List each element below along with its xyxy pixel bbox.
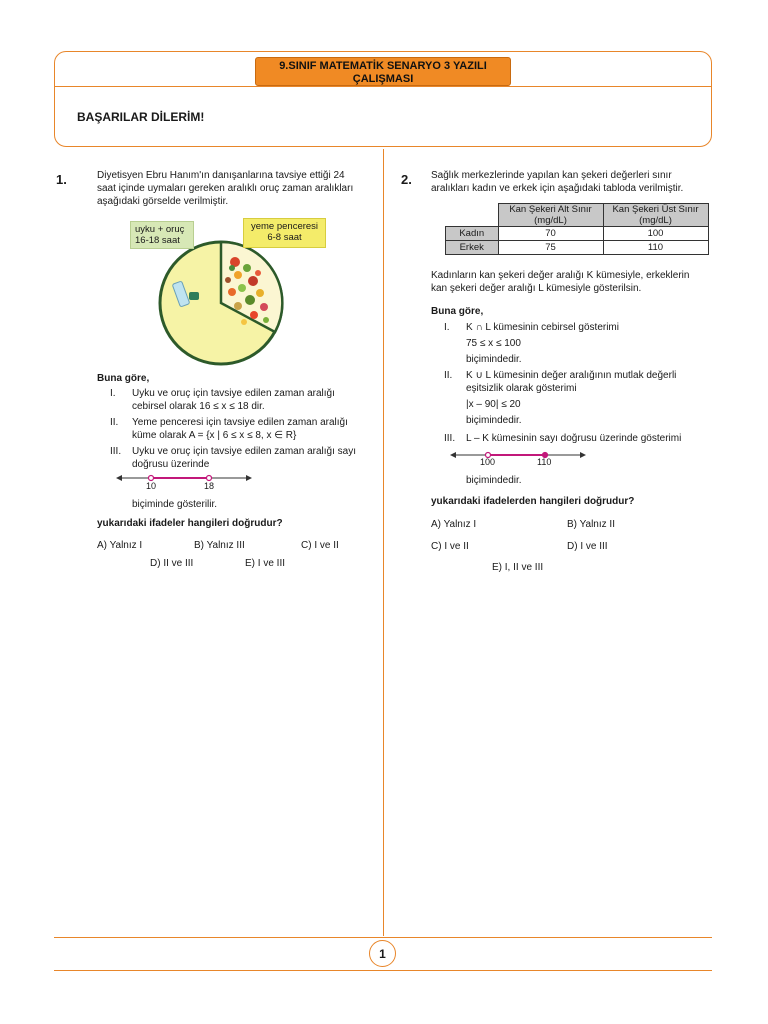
q2-item-line: |x – 90| ≤ 20	[466, 399, 521, 410]
cell-low: 70	[498, 227, 603, 241]
q2-number-line	[450, 447, 586, 469]
title-line-1: 9.SINIF MATEMATİK SENARYO 3 YAZILI	[279, 60, 487, 72]
q1-item-num: III.	[110, 446, 122, 457]
header-high-unit: (mg/dL)	[639, 215, 672, 226]
cell-high: 100	[603, 227, 708, 241]
good-luck-text: BAŞARILAR DİLERİM!	[77, 110, 205, 124]
q1-after-line: biçiminde gösterilir.	[132, 499, 218, 510]
q1-option-c[interactable]: C) I ve II	[301, 540, 339, 551]
q1-option-e[interactable]: E) I ve III	[245, 558, 286, 569]
table-header-low	[498, 204, 603, 227]
table-corner-cell	[446, 204, 499, 227]
q1-tick-right: 18	[204, 481, 215, 491]
q1-intro-line: aşağıdaki görselde verilmiştir.	[97, 196, 229, 207]
q2-intro	[431, 169, 711, 195]
q2-after-table-line: kan şekeri değer aralığı L kümesiyle gösterilsin.	[431, 283, 642, 294]
header-high-line: Kan Şekeri Üst Sınır	[612, 204, 699, 215]
q2-option-d[interactable]: D) I ve III	[567, 541, 608, 552]
q2-arrow-left	[450, 452, 456, 458]
callout-sleep-fasting	[130, 221, 194, 249]
q1-items	[110, 387, 380, 470]
q1-item-line: Uyku ve oruç için tavsiye edilen zaman aralığı sayı	[132, 446, 356, 457]
q2-after-table-line: Kadınların kan şekeri değer aralığı K kümesiyle, erkeklerin	[431, 270, 690, 281]
q1-item-line: küme olarak A = {x | 6 ≤ x ≤ 8, x ∈ R}	[132, 430, 297, 441]
callout-eat-line: 6-8 saat	[267, 232, 302, 243]
q2-items	[444, 321, 714, 451]
callout-sleep-line: 16-18 saat	[135, 235, 180, 246]
table-row	[446, 227, 709, 241]
q1-option-b[interactable]: B) Yalnız III	[194, 540, 245, 551]
q2-item-line: K ∪ L kümesinin değer aralığının mutlak değerli	[466, 370, 677, 381]
q1-number-line	[116, 470, 252, 492]
footer-line-bottom	[54, 970, 712, 971]
callout-eating-window	[243, 218, 326, 248]
row-label: Kadın	[446, 227, 499, 241]
worksheet-title	[255, 57, 511, 86]
q1-open-endpoint-left	[149, 476, 154, 481]
q2-option-e[interactable]: E) I, II ve III	[492, 562, 544, 573]
q2-tick-left: 100	[480, 457, 496, 467]
header-low-line: Kan Şekeri Alt Sınır	[509, 204, 592, 215]
q1-item-num: I.	[110, 388, 116, 399]
q1-item-num: II.	[110, 417, 119, 428]
q1-question: yukarıdaki ifadeler hangileri doğrudur?	[97, 518, 283, 529]
q2-tick-right: 110	[537, 457, 552, 467]
q2-number: 2.	[401, 172, 412, 187]
q2-item-line: K ∩ L kümesinin cebirsel gösterimi	[466, 322, 619, 333]
blood-sugar-table	[445, 203, 709, 255]
q2-item-num: III.	[444, 433, 456, 444]
callout-sleep-line: uyku + oruç	[135, 224, 185, 235]
q2-item-line: L – K kümesinin sayı doğrusu üzerinde gösterimi	[466, 433, 682, 444]
cell-low: 75	[498, 241, 603, 255]
title-line-2: ÇALIŞMASI	[352, 72, 414, 85]
q2-intro-line: aralıkları kadın ve erkek için aşağıdaki tabloda verilmiştir.	[431, 183, 684, 194]
q1-item-line: Yeme penceresi için tavsiye edilen zaman aralığı	[132, 417, 348, 428]
header-box	[54, 51, 712, 147]
q2-question: yukarıdaki ifadelerden hangileri doğrudur?	[431, 496, 635, 507]
row-label: Erkek	[446, 241, 499, 255]
q2-after-table	[431, 269, 716, 295]
q2-item-line: biçimindedir.	[466, 415, 522, 426]
q2-item-num: I.	[444, 322, 450, 333]
q2-buna-gore: Buna göre,	[431, 306, 484, 317]
header-divider	[55, 86, 711, 87]
table-header-high	[603, 204, 708, 227]
q2-option-b[interactable]: B) Yalnız II	[567, 519, 615, 530]
q1-option-a[interactable]: A) Yalnız I	[97, 540, 143, 551]
q2-arrow-right	[580, 452, 586, 458]
q1-arrow-left	[116, 475, 122, 481]
q1-buna-gore: Buna göre,	[97, 373, 150, 384]
q2-after-line: biçimindedir.	[466, 475, 522, 486]
q1-tick-left: 10	[146, 481, 157, 491]
callout-eat-line: yeme penceresi	[250, 221, 319, 232]
q2-item-num: II.	[444, 370, 453, 381]
q1-item-line: doğrusu üzerinde	[132, 459, 210, 470]
cell-high: 110	[603, 241, 708, 255]
table-header-row	[446, 204, 709, 227]
q2-item-line: biçimindedir.	[466, 354, 522, 365]
fasting-pie-illustration	[158, 240, 284, 366]
q1-open-endpoint-right	[207, 476, 212, 481]
q1-intro-line: Diyetisyen Ebru Hanım'ın danışanlarına tavsiye ettiği 24	[97, 170, 345, 181]
tea-cup	[189, 292, 199, 300]
q1-option-d[interactable]: D) II ve III	[150, 558, 194, 569]
q1-intro-line: saat içinde uymaları gereken aralıklı oruç zaman aralıkları	[97, 183, 354, 194]
q1-item-line: cebirsel olarak 16 ≤ x ≤ 18 dir.	[132, 401, 265, 412]
q1-arrow-right	[246, 475, 252, 481]
q1-intro	[97, 169, 377, 208]
header-low-unit: (mg/dL)	[534, 215, 567, 226]
q2-option-c[interactable]: C) I ve II	[431, 541, 469, 552]
q2-intro-line: Sağlık merkezlerinde yapılan kan şekeri değerleri sınır	[431, 170, 672, 181]
footer-line-top	[54, 937, 712, 938]
q1-item-line: Uyku ve oruç için tavsiye edilen zaman aralığı	[132, 388, 335, 399]
q1-number: 1.	[56, 172, 67, 187]
q2-item-line: eşitsizlik olarak gösterimi	[466, 383, 577, 394]
page-number: 1	[369, 940, 396, 967]
column-divider	[383, 149, 384, 936]
q2-option-a[interactable]: A) Yalnız I	[431, 519, 477, 530]
q2-item-line: 75 ≤ x ≤ 100	[466, 338, 521, 349]
table-row	[446, 241, 709, 255]
